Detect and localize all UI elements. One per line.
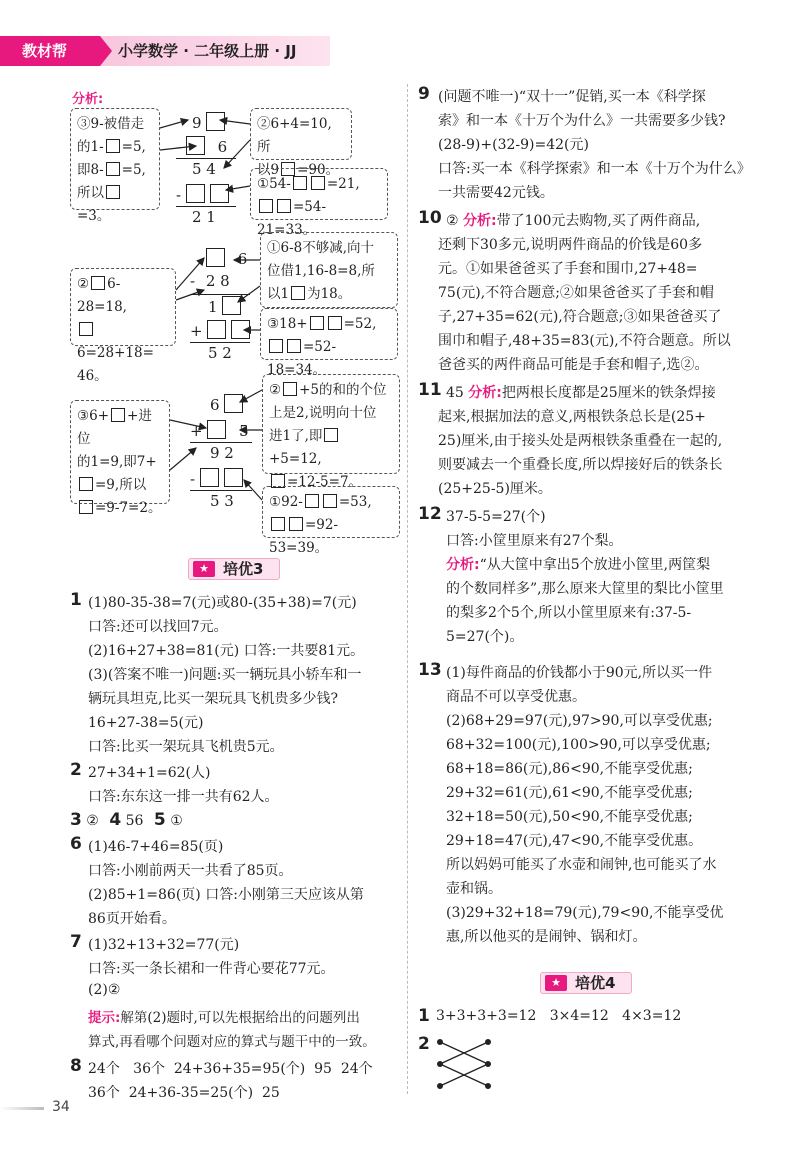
hint-box-7: ③6+ +进位 的1=9,即7+ =9,所以 =9-7=2。 xyxy=(70,400,170,504)
q12-line6: 5=27(个)。 xyxy=(446,629,524,645)
p2-number: 2 xyxy=(418,1034,430,1054)
box3-line2: =54-21=33。 xyxy=(257,199,327,238)
arrow xyxy=(160,120,188,128)
v1-row1: 9 xyxy=(192,112,225,132)
header-tag: 教材帮 xyxy=(0,36,100,66)
q1-line7: 口答:比买一架玩具飞机贵5元。 xyxy=(88,739,284,755)
match-dot xyxy=(485,1039,491,1045)
analysis-label: 分析: xyxy=(72,92,104,107)
q7-line3: (2)② xyxy=(88,982,121,998)
v2-row5: 5 2 xyxy=(208,344,232,362)
q10-number: 10 xyxy=(418,208,442,228)
v2-row1: 6 xyxy=(206,248,247,268)
q13-line7: 32+18=50(元),50<90,不能享受优惠; xyxy=(446,809,693,825)
q12-line3: 分析:“从大筐中拿出5个放进小筐里,两筐梨 xyxy=(446,557,711,573)
q10-line4: 75(元),不符合题意;②如果爸爸买了手套和帽 xyxy=(438,285,714,301)
hint-box-9: ①92- =53, =92-53=39。 xyxy=(262,486,400,538)
q8-line1: 24个 36个 24+36+35=95(个) 95 24个 xyxy=(88,1061,373,1077)
q9-line1: (问题不唯一)“双十一”促销,买一本《科学探 xyxy=(438,89,706,105)
match-dot xyxy=(485,1083,491,1089)
hint-box-8: ② +5的和的个位 上是2,说明向十位 进1了,即+5=12, =12-5=7。 xyxy=(262,374,400,474)
box1-line4a: 所以 xyxy=(77,185,104,201)
q13-line6: 29+32=61(元),61<90,不能享受优惠; xyxy=(446,785,693,801)
box1-line1: ③9-被借走 xyxy=(77,116,145,132)
q1-line4: (3)(答案不唯一)问题:买一辆玩具小轿车和一 xyxy=(88,667,362,683)
q6-line4: 86页开始看。 xyxy=(88,911,176,927)
q1-line3: (2)16+27+38=81(元) 口答:一共要81元。 xyxy=(88,643,365,659)
v2-row3: 1 xyxy=(208,296,241,316)
page-number-rule xyxy=(0,1107,44,1110)
box1-line2b: =5, xyxy=(121,139,146,155)
q8-line2: 36个 24+36-35=25(个) 25 xyxy=(88,1085,280,1101)
box2-line2b: =90。 xyxy=(297,162,340,178)
q1-line6: 16+27-38=5(元) xyxy=(88,715,204,731)
v3-row4: - xyxy=(190,468,243,488)
matching-diagram xyxy=(430,1036,500,1094)
v3-row1: 6 xyxy=(210,394,243,414)
match-dot xyxy=(437,1039,443,1045)
star-icon: ★ xyxy=(545,975,567,991)
q13-line10: 壶和锅。 xyxy=(446,881,502,897)
q1-line2: 口答:还可以找回7元。 xyxy=(88,619,228,635)
v1-row4: - xyxy=(176,184,229,204)
q9-line5: 一共需要42元钱。 xyxy=(438,185,554,201)
box1-line2a: 的1- xyxy=(77,139,104,155)
q1-line5: 辆玩具坦克,比买一架玩具飞机贵多少钱? xyxy=(88,691,338,707)
v1-row3: 5 4 xyxy=(192,160,216,178)
q13-line12: 惠,所以他买的是闹钟、锅和灯。 xyxy=(446,929,647,945)
q2-line2: 口答:东东这一排一共有62人。 xyxy=(88,789,279,805)
q13-line9: 所以妈妈可能买了水壶和闹钟,也可能买了水 xyxy=(446,857,717,873)
hint-box-6: ③18+ =52, =52-18=34。 xyxy=(260,308,398,360)
v3-row5: 5 3 xyxy=(210,492,234,510)
arrow xyxy=(176,290,204,300)
arrow xyxy=(220,120,250,124)
p1-number: 1 xyxy=(418,1006,430,1026)
q13-number: 13 xyxy=(418,660,442,680)
q9-line4: 口答:买一本《科学探索》和一本《十万个为什么》 xyxy=(438,161,751,177)
box1-line3b: =5, xyxy=(121,162,146,178)
box2-line1: ②6+4=10,所 xyxy=(257,116,332,155)
q13-line2: 商品不可以享受优惠。 xyxy=(446,689,586,705)
q9-number: 9 xyxy=(418,84,430,104)
section-badge-4: ★ 培优4 xyxy=(540,972,632,994)
page-number: 34 xyxy=(52,1099,70,1115)
q10-line6: 围巾和帽子,48+35=83(元),不符合题意。所以 xyxy=(438,333,731,349)
q6-line2: 口答:小刚前两天一共看了85页。 xyxy=(88,863,293,879)
q10-line7: 爸爸买的两件商品可能是手套和帽子,选②。 xyxy=(438,357,709,373)
q11-line3: 25)厘米,由于接头处是两根铁条重叠在一起的, xyxy=(438,433,723,449)
q8-number: 8 xyxy=(70,1056,82,1076)
box3-line1a: ①54- xyxy=(257,176,291,192)
v3-row3: 9 2 xyxy=(210,444,234,462)
q11-number: 11 xyxy=(418,380,442,400)
analysis-arrows xyxy=(0,0,800,560)
star-icon: ★ xyxy=(193,561,215,577)
q12-line2: 口答:小筐里原来有27个梨。 xyxy=(446,533,623,549)
q10-line5: 子,27+35=62(元),符合题意;③如果爸爸买了 xyxy=(438,309,722,325)
q13-line5: 68+18=86(元),86<90,不能享受优惠; xyxy=(446,761,693,777)
hint-box-4: ② 6-28=18, 6=28+18= 46。 xyxy=(70,268,176,346)
q13-line1: (1)每件商品的价钱都小于90元,所以买一件 xyxy=(446,665,713,681)
arrow xyxy=(170,448,196,470)
q11-line1: 45 分析:把两根长度都是25厘米的铁条焊接 xyxy=(446,385,716,401)
q12-line4: 的个数同样多”,那么原来大筐里的梨比小筐里 xyxy=(446,581,724,597)
p1-line1: 3+3+3+3=12 3×4=12 4×3=12 xyxy=(436,1008,682,1024)
match-dot xyxy=(437,1083,443,1089)
q1-line1: (1)80-35-38=7(元)或80-(35+38)=7(元) xyxy=(88,595,357,611)
match-dot xyxy=(437,1061,443,1067)
q7-line1: (1)32+13+32=77(元) xyxy=(88,937,240,953)
q7-number: 7 xyxy=(70,932,82,952)
v3-row2: + 5 xyxy=(190,422,249,440)
box2-line2a: 以9 xyxy=(257,162,280,178)
q11-line2: 起来,根据加法的意义,两根铁条总长是(25+ xyxy=(438,409,706,425)
q11-line5: (25+25-5)厘米。 xyxy=(438,481,552,497)
q13-line8: 29+18=47(元),47<90,不能享受优惠。 xyxy=(446,833,703,849)
q10-line2: 还剩下30多元,说明两件商品的价钱是60多 xyxy=(438,237,703,253)
v1-row2: - 6 xyxy=(176,138,228,156)
q12-line5: 的梨多2个5个,所以小筐里原来有:37-5- xyxy=(446,605,692,621)
q13-line4: 68+32=100(元),100>90,可以享受优惠; xyxy=(446,737,711,753)
v2-row2: - 2 8 xyxy=(190,272,230,290)
hint-box-5: ①6-8不够减,向十 位借1,16-8=8,所 以1 为18。 xyxy=(260,232,398,308)
arrow xyxy=(244,480,262,500)
match-dot xyxy=(485,1061,491,1067)
arrow xyxy=(224,140,250,168)
q7-tip2: 算式,再看哪个问题对应的算式与题干中的一致。 xyxy=(88,1034,376,1050)
v2-row4: + xyxy=(190,320,250,340)
box3-line1b: =21, xyxy=(326,176,360,192)
q9-line2: 索》和一本《十万个为什么》一共需要多少钱? xyxy=(438,113,726,129)
q2-line1: 27+34+1=62(人) xyxy=(88,765,211,781)
q13-line3: (2)68+29=97(元),97>90,可以享受优惠; xyxy=(446,713,713,729)
arrow xyxy=(240,390,262,402)
arrow xyxy=(176,258,204,290)
q3-5-row: 3 ② 4 56 5 ① xyxy=(70,810,183,830)
arrow xyxy=(226,186,250,190)
arrow xyxy=(160,146,196,150)
q13-line11: (3)29+32+18=79(元),79<90,不能享受优 xyxy=(446,905,724,921)
box1-line3a: 即8- xyxy=(77,162,104,178)
q7-tip: 提示:解第(2)题时,可以先根据给出的问题列出 xyxy=(88,1010,360,1026)
q12-number: 12 xyxy=(418,504,442,524)
arrow xyxy=(170,420,206,428)
q6-number: 6 xyxy=(70,834,82,854)
arrow xyxy=(238,286,260,302)
q6-line1: (1)46-7+46=85(页) xyxy=(88,839,224,855)
v1-row5: 2 1 xyxy=(192,208,216,226)
q9-line3: (28-9)+(32-9)=42(元) xyxy=(438,137,589,153)
section-badge-3: ★ 培优3 xyxy=(188,558,280,580)
q6-line3: (2)85+1=86(页) 口答:小刚第三天应该从第 xyxy=(88,887,364,903)
q12-line1: 37-5-5=27(个) xyxy=(446,509,546,525)
q11-line4: 则要减去一个重叠长度,所以焊接好后的铁条长 xyxy=(438,457,723,473)
q1-number: 1 xyxy=(70,590,82,610)
q10-line1: ② 分析:带了100元去购物,买了两件商品, xyxy=(446,213,701,229)
box1-line4b: =3。 xyxy=(77,208,111,224)
q7-line2: 口答:买一条长裙和一件背心要花77元。 xyxy=(88,961,335,977)
q2-number: 2 xyxy=(70,760,82,780)
header-title: 小学数学 · 二年级上册 · JJ xyxy=(118,42,297,60)
q10-line3: 元。①如果爸爸买了手套和围巾,27+48= xyxy=(438,261,698,277)
